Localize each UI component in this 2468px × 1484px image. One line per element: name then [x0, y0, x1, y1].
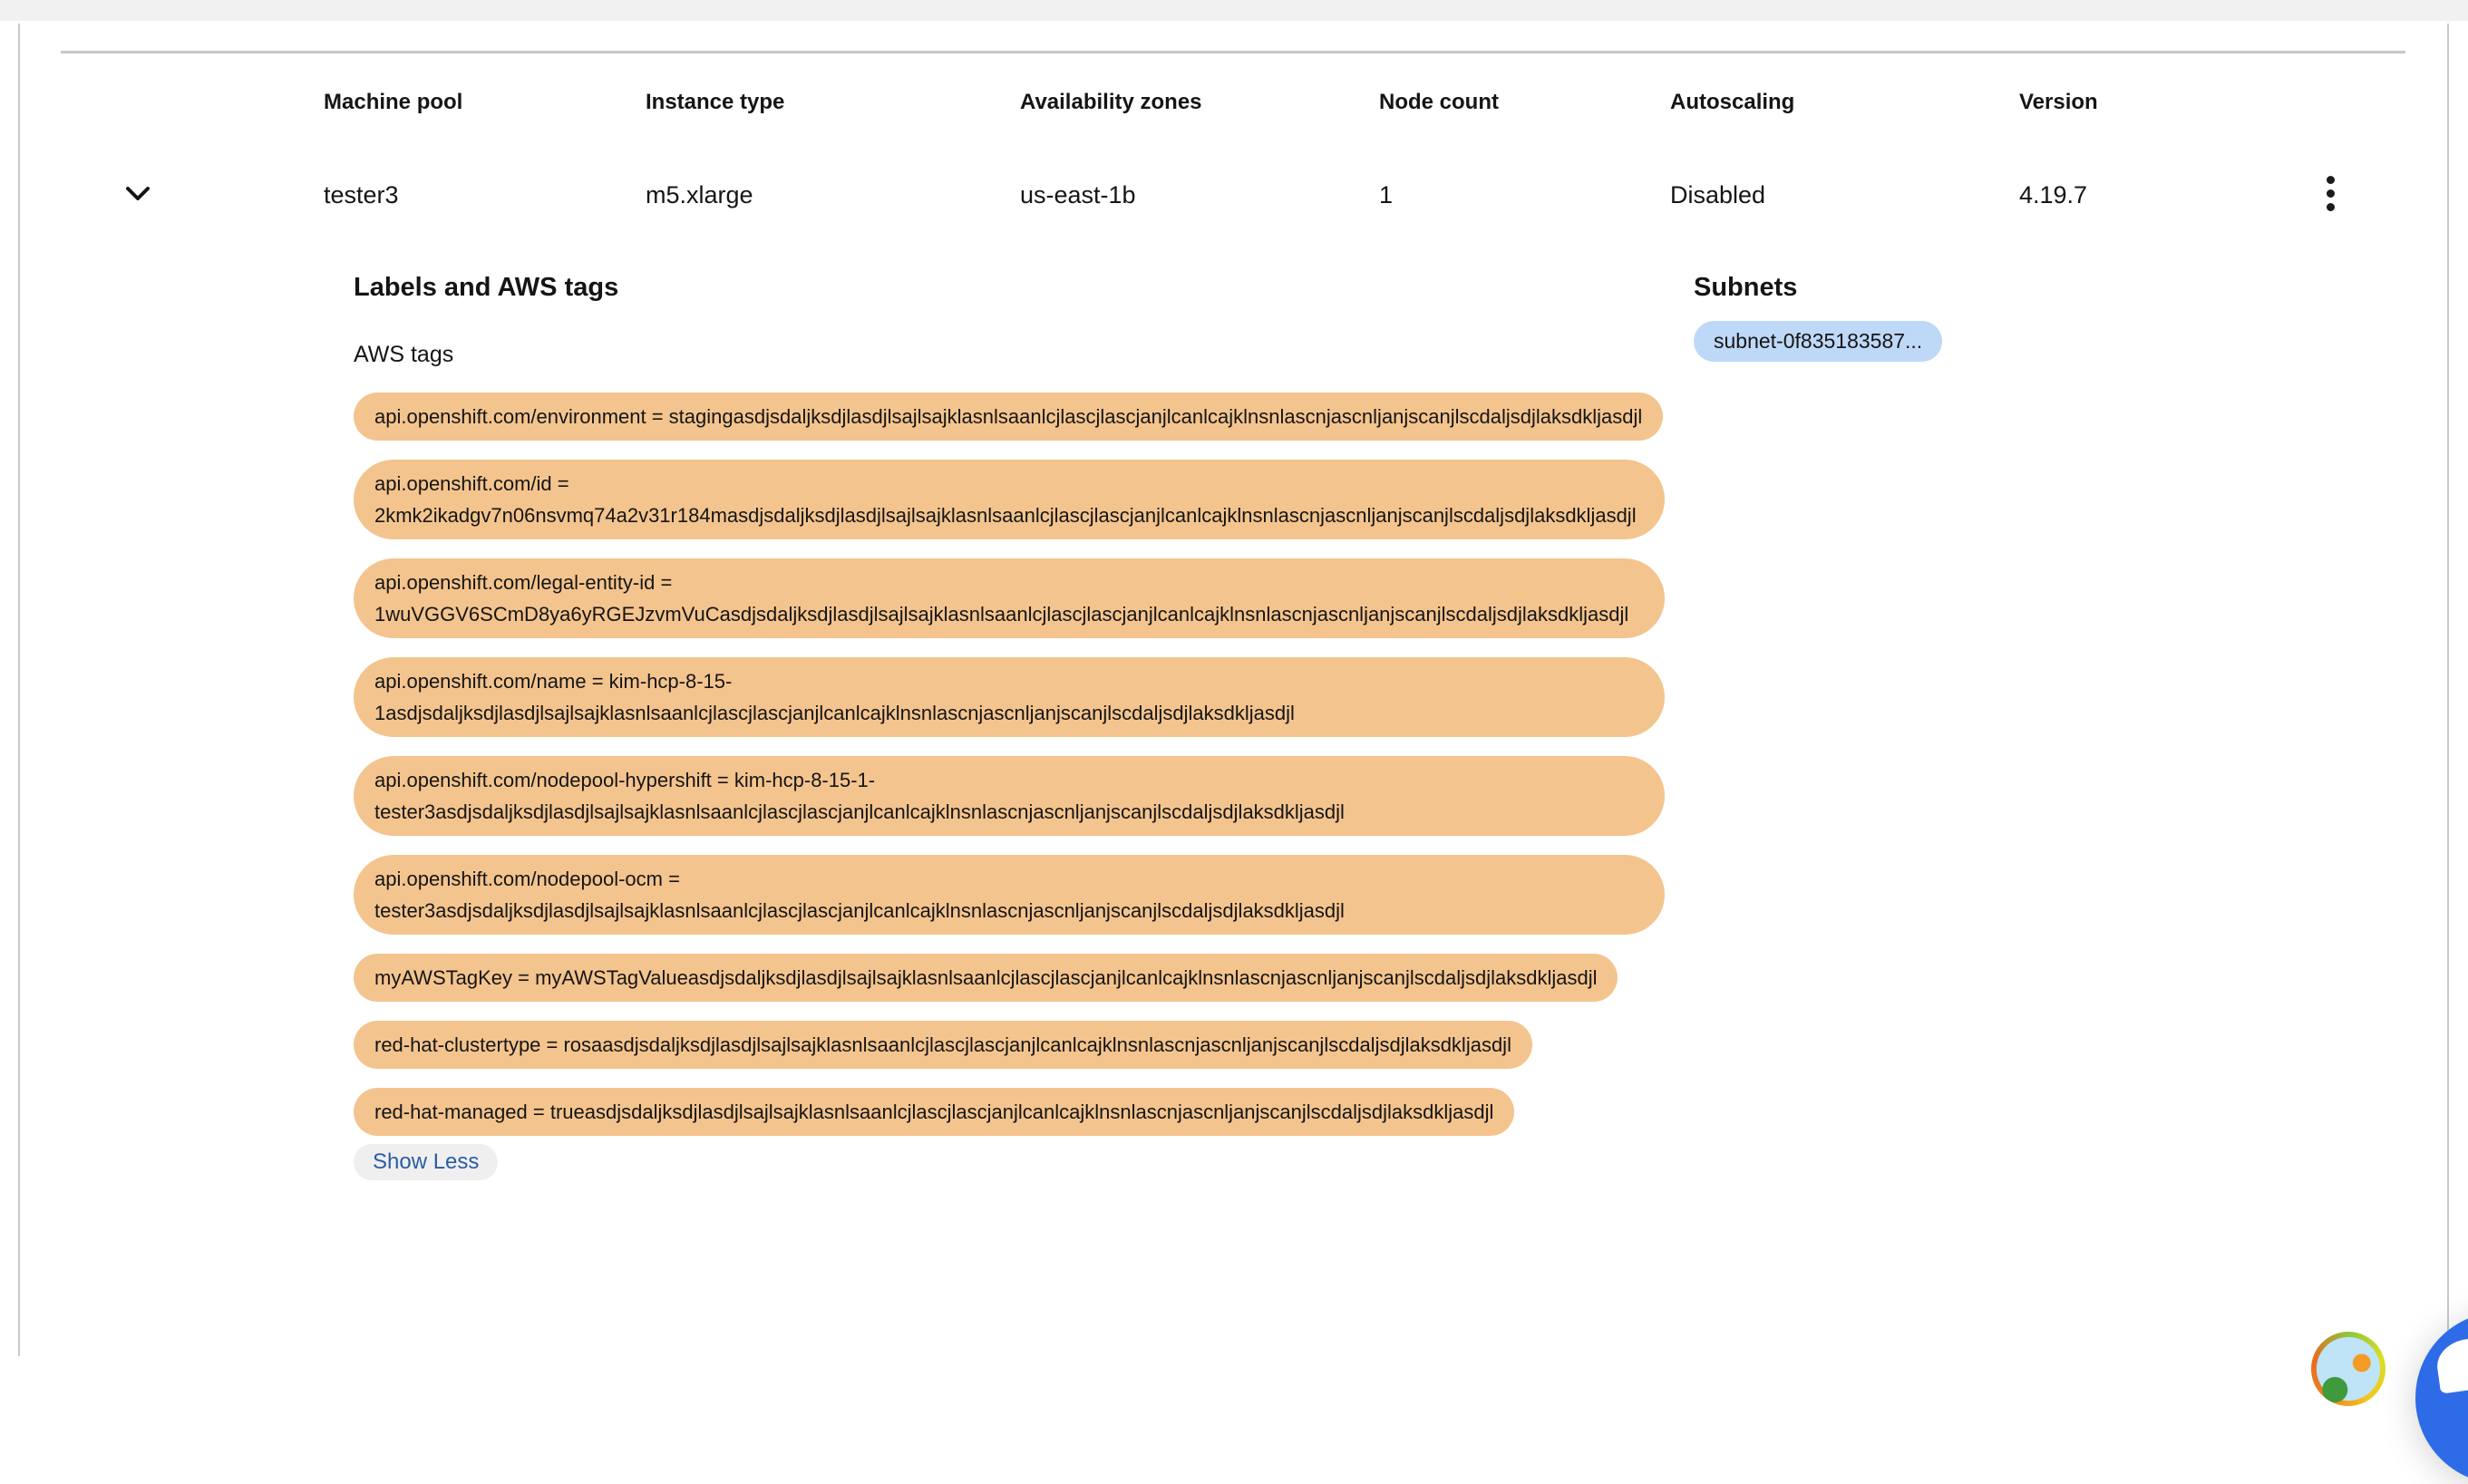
show-less-button[interactable]: Show Less: [354, 1144, 498, 1180]
aws-tag-legal-entity-id: api.openshift.com/legal-entity-id = 1wuVGGV6SCmD8ya6yRGEJzvmVuCasdjsdaljksdjlasdjlsajlsajklasnlsaanlcjlascjlascjanjlcanlcajklnsnlascnjascnljanjscanjlscdaljsdjlaksdkljasdjl: [354, 558, 1665, 638]
chevron-down-icon: [126, 187, 150, 201]
cell-node-count: 1: [1379, 181, 1394, 209]
column-header-instance-type: Instance type: [646, 90, 785, 114]
aws-tag-id: api.openshift.com/id = 2kmk2ikadgv7n06nsvmq74a2v31r184masdjsdaljksdjlasdjlsajlsajklasnlsaanlcjlascjlascjanjlcanlcajklnsnlascnjascnljanjscanjlscdaljsdjlaksdkljasdjl: [354, 460, 1665, 539]
row-kebab-menu-button[interactable]: [2307, 167, 2354, 219]
cookie-consent-icon[interactable]: [2309, 1330, 2387, 1408]
cell-instance-type: m5.xlarge: [646, 181, 753, 209]
aws-tags-subtitle: AWS tags: [354, 342, 454, 367]
aws-tag-red-hat-managed: red-hat-managed = trueasdjsdaljksdjlasdjlsajlsajklasnlsaanlcjlascjlascjanjlcanlcajklnsnlascnjascnljanjscanjlscdaljsdjlaksdkljasdjl: [354, 1088, 1514, 1136]
subnets-section: [1694, 272, 2328, 362]
panel-right-border: [2447, 24, 2449, 1356]
top-gray-strip: [0, 0, 2468, 21]
cell-version: 4.19.7: [2019, 181, 2088, 209]
labels-and-aws-tags-title: Labels and AWS tags: [354, 273, 619, 302]
row-expand-toggle[interactable]: [114, 170, 161, 218]
subnet-label: subnet-0f835183587...: [1694, 321, 1942, 362]
subnets-title: Subnets: [1694, 273, 1798, 302]
table-top-divider: [61, 51, 2405, 53]
aws-tag-nodepool-ocm: api.openshift.com/nodepool-ocm = tester3asdjsdaljksdjlasdjlsajlsajklasnlsaanlcjlascjlascjanjlcanlcajklnsnlascnjascnljanjscanjlscdaljsdjlaksdkljasdjl: [354, 855, 1665, 935]
column-header-availability-zones: Availability zones: [1020, 90, 1202, 114]
aws-tag-name: api.openshift.com/name = kim-hcp-8-15-1asdjsdaljksdjlasdjlsajlsajklasnlsaanlcjlascjlascjanjlcanlcajklnsnlascnjascnljanjscanjlscdaljsdjlaksdkljasdjl: [354, 657, 1665, 737]
chat-icon: [2434, 1334, 2468, 1393]
column-header-machine-pool: Machine pool: [324, 90, 463, 114]
kebab-icon: [2327, 176, 2335, 184]
column-header-node-count: Node count: [1379, 90, 1499, 114]
cell-autoscaling: Disabled: [1670, 181, 1766, 209]
column-header-version: Version: [2019, 90, 2098, 114]
column-header-autoscaling: Autoscaling: [1670, 90, 1795, 114]
cell-availability-zones: us-east-1b: [1020, 181, 1136, 209]
aws-tag-nodepool-hypershift: api.openshift.com/nodepool-hypershift = kim-hcp-8-15-1-tester3asdjsdaljksdjlasdjlsajlsajklasnlsaanlcjlascjlascjanjlcanlcajklnsnlascnjascnljanjscanjlscdaljsdjlaksdkljasdjl: [354, 756, 1665, 836]
aws-tag-list: [354, 393, 1677, 1136]
aws-tag-environment: api.openshift.com/environment = stagingasdjsdaljksdjlasdjlsajlsajklasnlsaanlcjlascjlascjanjlcanlcajklnsnlascnjascnljanjscanjlscdaljsdjlaksdkljasdjl: [354, 393, 1663, 441]
panel-left-border: [18, 24, 20, 1356]
cell-machine-pool: tester3: [324, 181, 399, 209]
aws-tag-myawstagkey: myAWSTagKey = myAWSTagValueasdjsdaljksdjlasdjlsajlsajklasnlsaanlcjlascjlascjanjlcanlcajklnsnlascnjascnljanjscanjlscdaljsdjlaksdkljasdjl: [354, 954, 1618, 1002]
labels-and-aws-tags-section: [354, 272, 1677, 1180]
aws-tag-red-hat-clustertype: red-hat-clustertype = rosaasdjsdaljksdjlasdjlsajlsajklasnlsaanlcjlascjlascjanjlcanlcajklnsnlascnjascnljanjscanjlscdaljsdjlaksdkljasdjl: [354, 1021, 1532, 1069]
chat-bubble-button[interactable]: [2415, 1312, 2468, 1484]
